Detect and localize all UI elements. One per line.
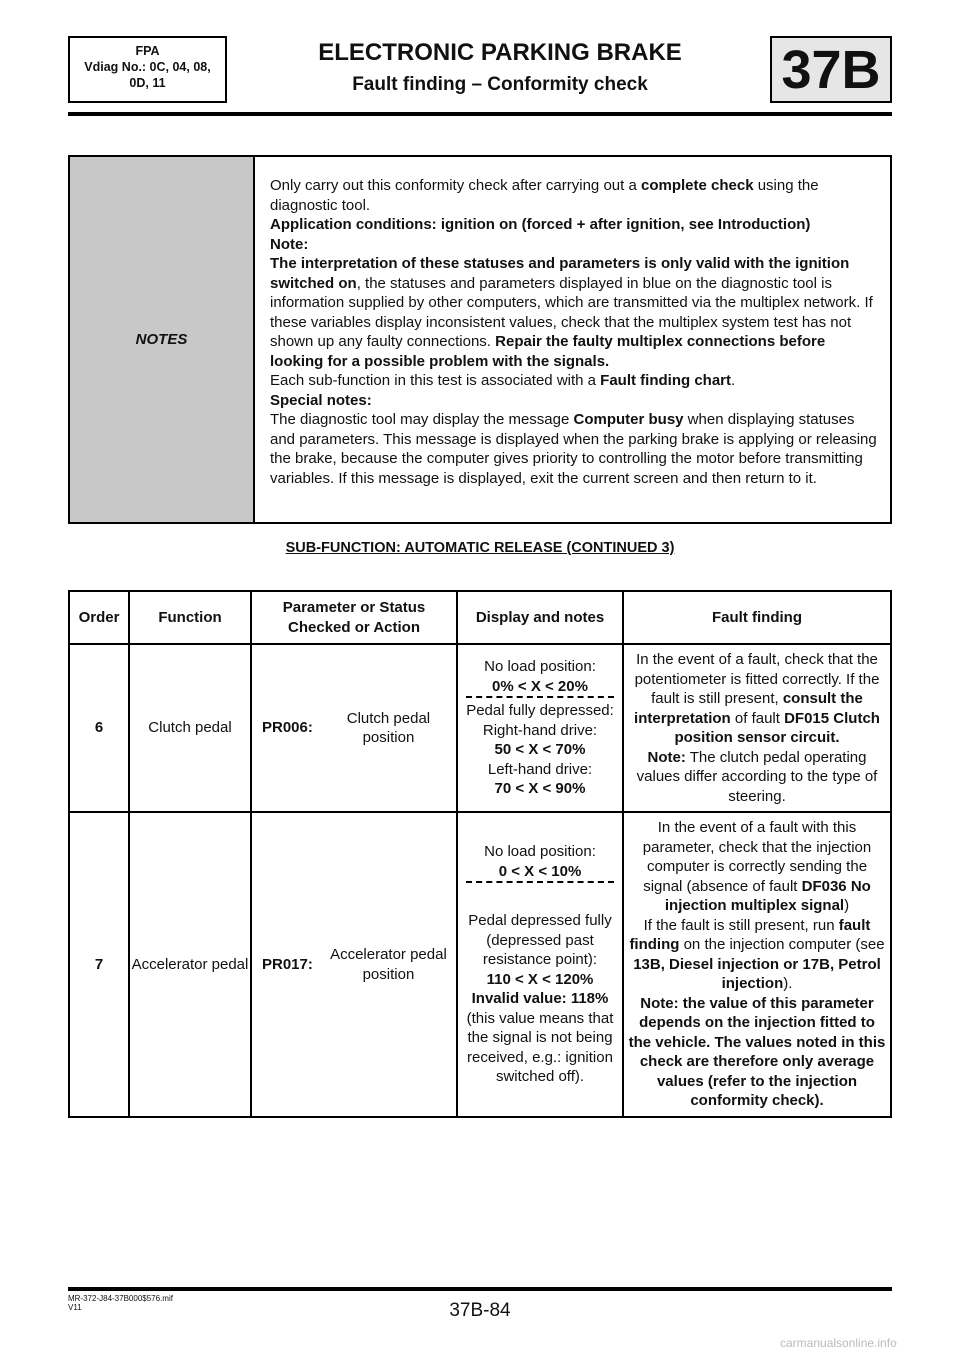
notes-paragraph: Each sub-function in this test is associated with a Fault finding chart. xyxy=(270,372,736,389)
section-code-box: 37B xyxy=(770,36,892,103)
row-parameter xyxy=(251,644,457,812)
vdiag-line2: 0D, 11 xyxy=(129,76,166,90)
row-fault-finding: In the event of a fault, check that the potentiometer is fitted correctly. If the fault is still present, consult the interpretation of fault DF015 Clutch position sensor circuit. Note: The clutch pedal operating values differ according to the type of steering. xyxy=(623,644,891,812)
header-parameter: Parameter or Status Checked or Action xyxy=(251,591,457,644)
header-function: Function xyxy=(129,591,251,644)
row-order: 6 xyxy=(69,644,129,812)
table-row xyxy=(69,644,891,812)
row-order: 7 xyxy=(69,812,129,1117)
row-display xyxy=(457,812,623,1117)
display-depressed: Pedal fully depressed: Right-hand drive: 50 < X < 70% Left-hand drive: 70 < X < 90% xyxy=(466,702,614,798)
header-order: Order xyxy=(69,591,129,644)
notes-paragraph: Only carry out this conformity check after carrying out a complete check using the diagnostic tool. xyxy=(270,177,819,214)
table-header-row xyxy=(69,591,891,644)
header-divider xyxy=(68,112,892,116)
parameter-code: PR006: xyxy=(262,719,313,737)
notes-application-conditions: Application conditions: ignition on (forced + after ignition, see Introduction) xyxy=(270,216,811,233)
vehicle-code: FPA xyxy=(135,44,160,58)
page-title: ELECTRONIC PARKING BRAKE xyxy=(318,39,682,66)
notes-special-label: Special notes: xyxy=(270,391,372,409)
parameter-label: Clutch pedal position xyxy=(346,709,431,746)
notes-note-label: Note: xyxy=(270,235,309,253)
row-function: Accelerator pedal xyxy=(129,812,251,1117)
footer-divider xyxy=(68,1287,892,1291)
table-row xyxy=(69,812,891,1117)
row-parameter xyxy=(251,812,457,1117)
header-display: Display and notes xyxy=(457,591,623,644)
parameter-code: PR017: xyxy=(262,955,313,973)
header-title-block xyxy=(232,38,768,98)
vehicle-info-box xyxy=(68,36,227,103)
row-display xyxy=(457,644,623,812)
vdiag-line1: Vdiag No.: 0C, 04, 08, xyxy=(84,60,211,74)
display-depressed: Pedal depressed fully (depressed past resistance point): 110 < X < 120% Invalid value: 118% (this value means that the signal is not being received, e.g.: ignition switched off). xyxy=(466,912,614,1086)
row-function: Clutch pedal xyxy=(129,644,251,812)
section-title: SUB-FUNCTION: AUTOMATIC RELEASE (CONTINUED 3) xyxy=(285,540,675,556)
parameter-label: Accelerator pedal position xyxy=(330,946,447,983)
display-no-load: No load position: 0% < X < 20% xyxy=(484,658,596,695)
document-file-ref: MR-372-J84-37B000$576.mif xyxy=(68,1294,173,1303)
notes-text xyxy=(255,157,890,522)
display-no-load: No load position: 0 < X < 10% xyxy=(484,843,596,880)
page-subtitle: Fault finding – Conformity check xyxy=(352,74,648,95)
header-fault-finding: Fault finding xyxy=(623,591,891,644)
notes-paragraph: The interpretation of these statuses and parameters is only valid with the ignition switched on, the statuses and parameters displayed in blue on the diagnostic tool is information supplied by other computers, which are transmitted via the multiplex network. If these variables display inconsistent values, check that the multiplex system test has not shown up any faulty connections. Repair the faulty multiplex connections before looking for a possible problem with the signals. xyxy=(270,255,873,370)
document-version: V11 xyxy=(68,1303,82,1312)
page-number: 37B-84 xyxy=(449,1300,511,1321)
notes-box xyxy=(68,155,892,524)
notes-label: NOTES xyxy=(70,157,255,522)
notes-paragraph: The diagnostic tool may display the message Computer busy when displaying statuses and parameters. This message is displayed when the parking brake is applying or releasing the brake, because the computer gives priority to controlling the motor before transmitting variables. If this message is displayed, exit the current screen and then return to it. xyxy=(270,411,877,487)
watermark: carmanualsonline.info xyxy=(780,1336,897,1350)
row-fault-finding: In the event of a fault with this parameter, check that the injection computer is correctly sending the signal (absence of fault DF036 No injection multiplex signal) If the fault is still present, run fault finding on the injection computer (see 13B, Diesel injection or 17B, Petrol injection). Note: the value of this parameter depends on the injection fitted to the vehicle. The values noted in this check are therefore only average values (refer to the injection conformity check). xyxy=(623,812,891,1117)
conformity-table xyxy=(68,590,892,1118)
